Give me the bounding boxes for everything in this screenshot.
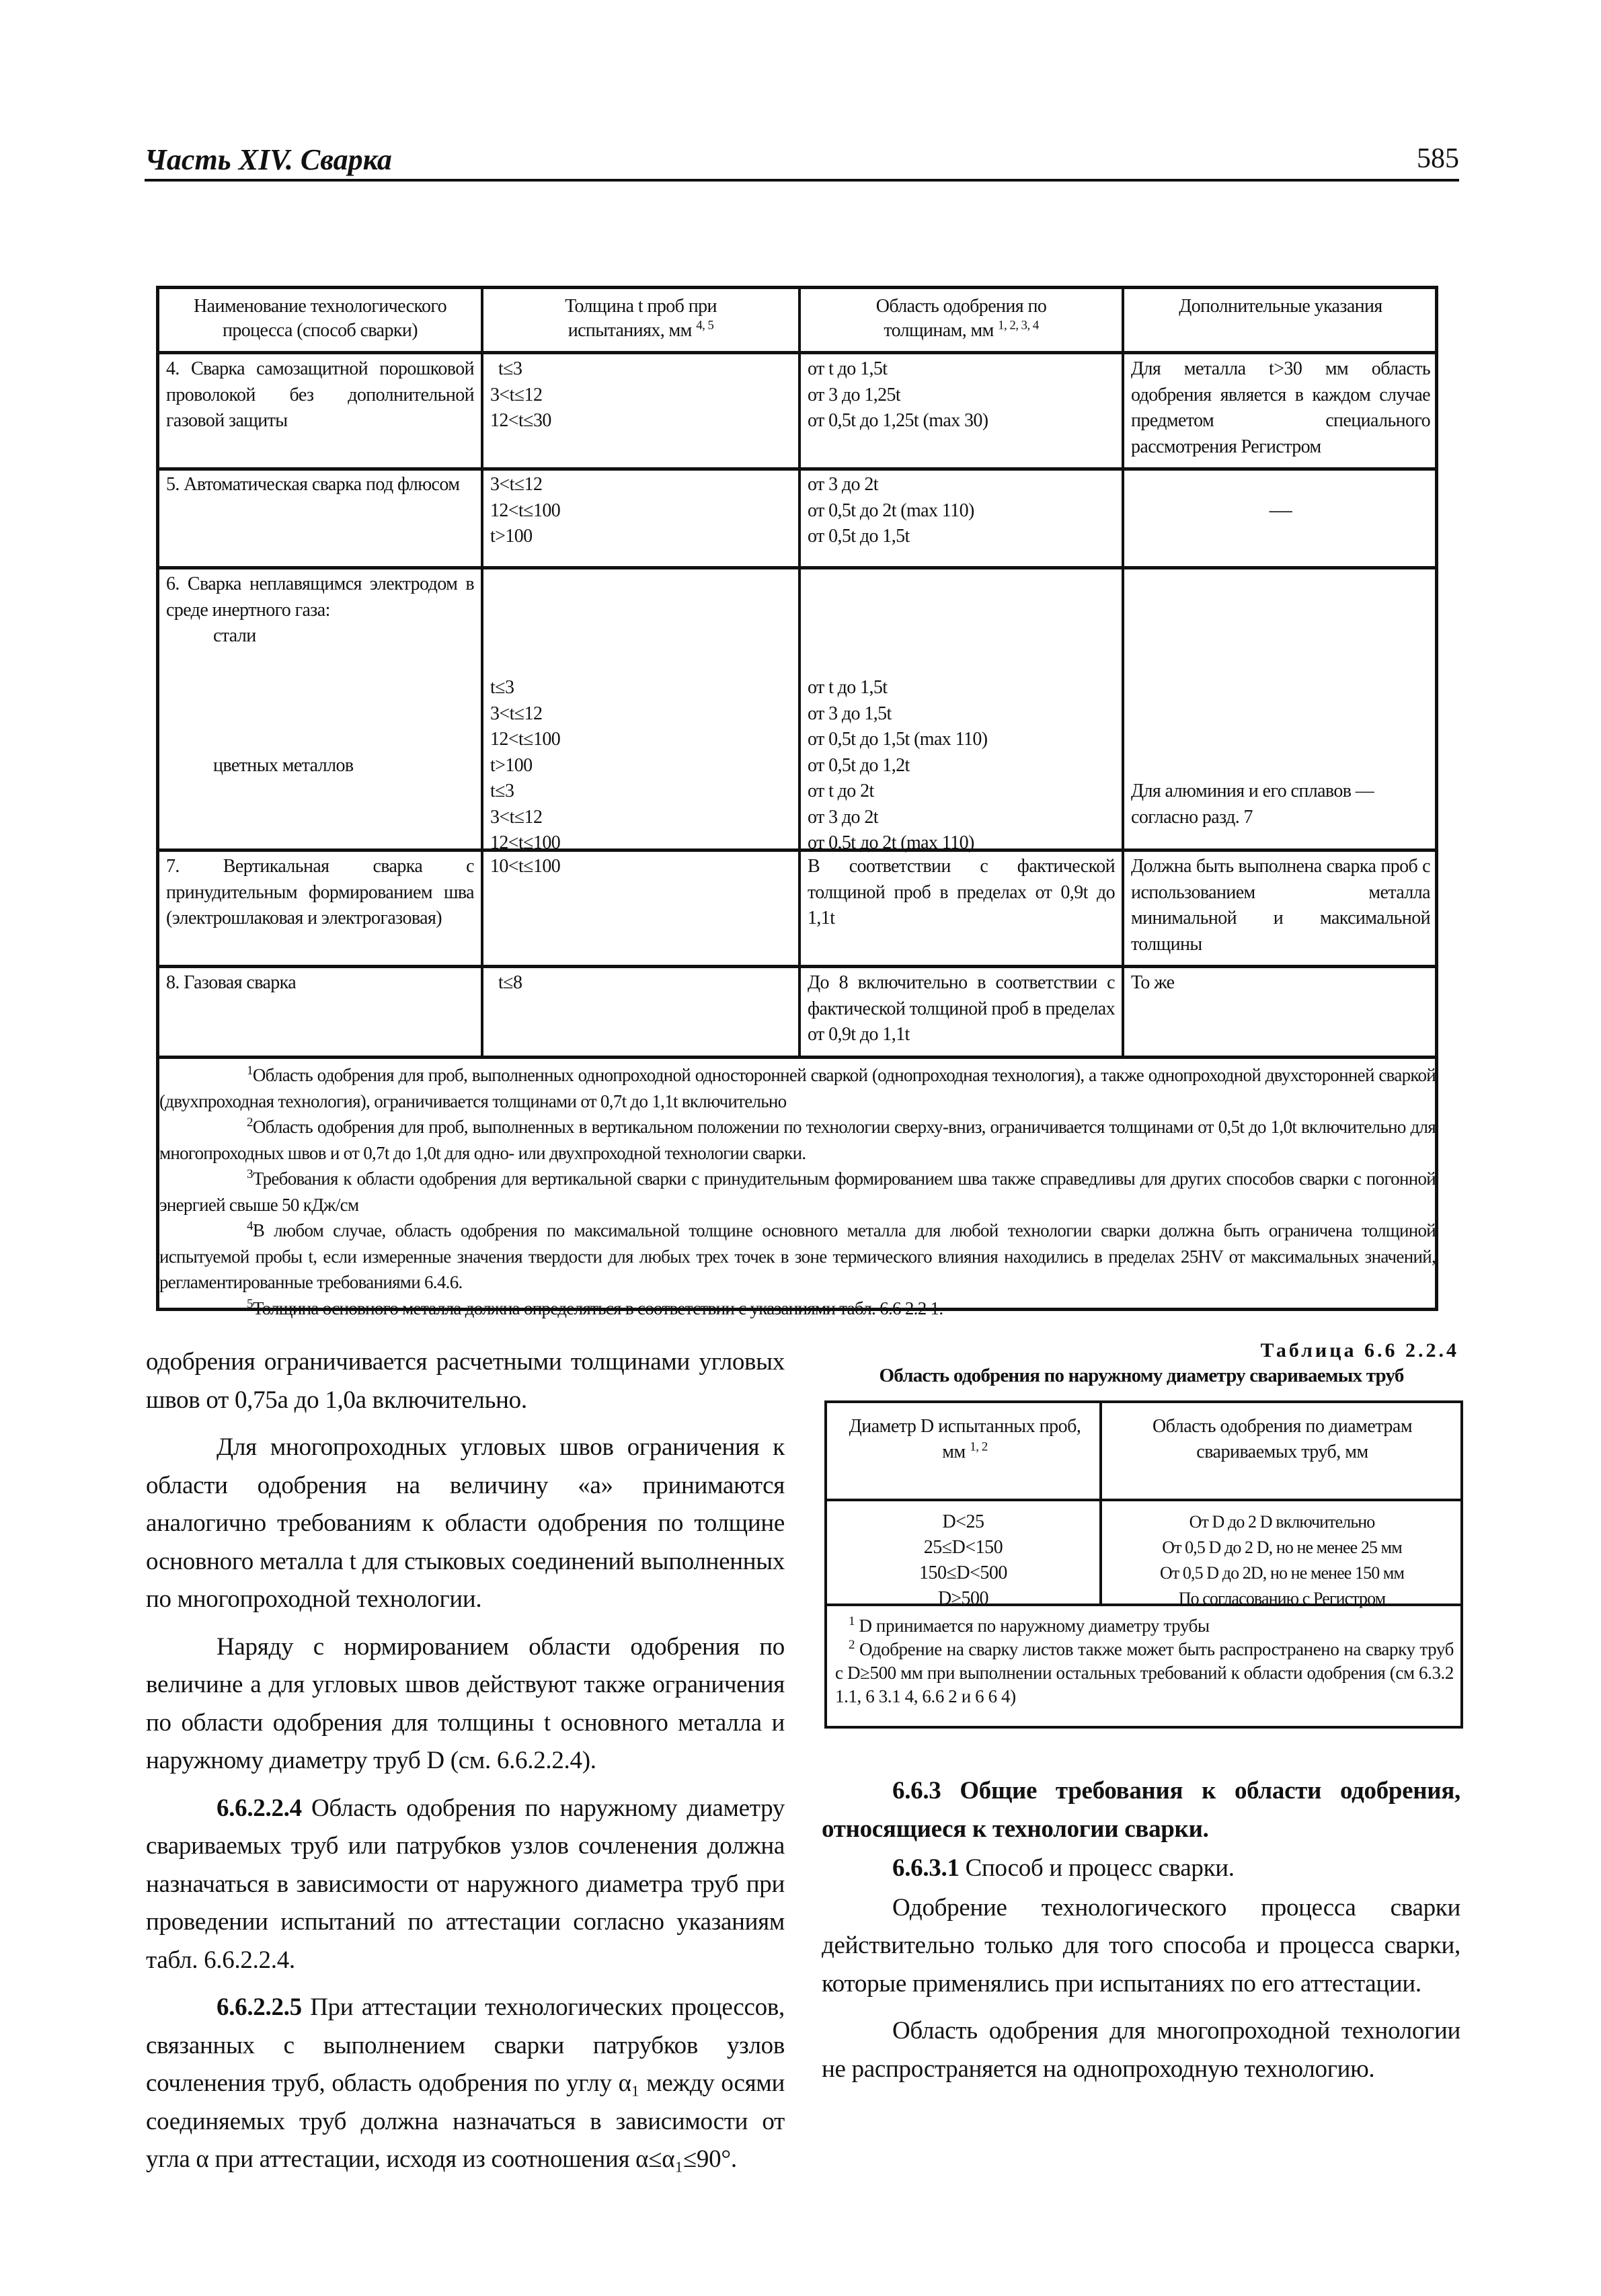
paragraph: Область одобрения для многопроходной технологии не распространяется на однопроходную технологию. — [822, 2017, 1460, 2083]
thickness-value: t≤3 — [498, 358, 522, 379]
thickness-value: t>100 — [490, 754, 533, 776]
thickness-value: 12<t≤30 — [490, 410, 551, 431]
footnote-ref: 4, 5 — [696, 318, 714, 333]
diameter-approval-table — [824, 1400, 1463, 1729]
range-column — [1102, 1509, 1462, 1612]
row8-notes: То же — [1131, 972, 1175, 993]
row6-thickness — [483, 571, 798, 857]
section-number: 6.6.3.1 — [892, 1854, 960, 1882]
thickness-value: 12<t≤100 — [490, 729, 561, 750]
row4-range — [801, 356, 1122, 434]
range-value: от 0,5t до 2t (max 110) — [808, 832, 974, 853]
table2-title: Область одобрения по наружному диаметру свариваемых труб — [879, 1365, 1404, 1386]
footnote-text: В любом случае, область одобрения по максимальной толщине основного металла для любой технологии сварки должна быть ограничена толщиной испытуемой пробы t, если измеренные значения твердости для любых трех точек в зоне термического влияния находились в пределах 25HV от максимальных значений, регламентированные требованиями 6.4.6. — [159, 1220, 1436, 1292]
diameter-value: D≥500 — [937, 1588, 989, 1609]
header-approval-range — [801, 294, 1122, 343]
section-heading-6-6-3: 6.6.3 Общие требования к области одобрения, относящиеся к технологии сварки. — [822, 1777, 1460, 1843]
footnote-text: Одобрение на сварку листов также может быть распространено на сварку труб с D≥500 мм при выполнении остальных требований к области одобрения (см 6.3.2 1.1, 6 3.1 4, 6.6 2 и 6 6 4) — [835, 1639, 1454, 1706]
footnote-text: D принимается по наружному диаметру трубы — [859, 1616, 1210, 1636]
thickness-value: 12<t≤100 — [490, 832, 561, 853]
paragraph-text: При аттестации технологических процессов, связанных с выполнением сварки патрубков узлов сочленения труб, область одобрения по углу α₁ между осями соединяемых труб должна назначаться в зависимости от угла α при аттестации, исходя из соотношения α≤α₁≤90°. — [146, 1993, 785, 2173]
header-rule — [145, 179, 1459, 182]
running-header-section: Часть XIV. Сварка — [145, 143, 392, 176]
diameter-value: 25≤D<150 — [923, 1537, 1003, 1558]
paragraph: Одобрение технологического процесса сварки действительно только для того способа и процесса сварки, которые применялись при испытаниях по его аттестации. — [822, 1893, 1460, 1997]
diameter-value: D<25 — [942, 1511, 984, 1532]
range-value: от 0,5t до 1,5t (max 110) — [808, 729, 988, 750]
page-number: 585 — [1417, 143, 1459, 174]
table2-caption: Таблица 6.6 2.2.4 — [1260, 1339, 1459, 1361]
row-divider — [159, 1056, 1437, 1059]
footnote-number: 1 — [849, 1614, 855, 1628]
header-label: Диаметр D испытанных проб, мм — [849, 1416, 1081, 1462]
footnote-text: Область одобрения для проб, выполненных в вертикальном положении по технологии сверху-вниз, ограничивается толщинами от 0,5t до 1,0t включительно для многопроходных швов и от 0,7t до 1,0t для одно- или двухпроходной технологии сварки. — [159, 1117, 1436, 1163]
table1-footnotes — [159, 1062, 1436, 1321]
footnote-4 — [159, 1218, 1436, 1296]
footnote-number: 3 — [247, 1167, 253, 1181]
footnote-2 — [159, 1114, 1436, 1166]
row-divider — [827, 1499, 1460, 1501]
footnote-3 — [159, 1166, 1436, 1218]
table2-footnotes — [835, 1614, 1454, 1708]
footnote-2 — [835, 1638, 1454, 1708]
range-value: от t до 1,5t — [808, 358, 888, 379]
row-divider — [159, 848, 1437, 852]
paragraph-6-6-2-2-5 — [146, 1989, 785, 2179]
range-value: От 0,5 D до 2 D, но не менее 25 мм — [1162, 1538, 1402, 1557]
range-value: от 0,5t до 1,5t — [808, 526, 910, 547]
footnote-text: Толщина основного металла должна определяться в соответствии с указаниями табл. 6.6 2.2 1. — [252, 1298, 943, 1318]
row-divider — [159, 566, 1437, 569]
range-value: от 0,5t до 1,25t (max 30) — [808, 410, 988, 431]
diameter-column — [827, 1509, 1099, 1612]
row5-range — [801, 472, 1122, 550]
thickness-value: 3<t≤12 — [490, 806, 543, 828]
row8-process: 8. Газовая сварка — [166, 972, 297, 993]
row6-range — [801, 571, 1122, 857]
footnote-text: Требования к области одобрения для вертикальной сварки с принудительным формированием шва также справедливы для других способов сварки с погонной энергией свыше 50 кДж/см — [159, 1169, 1436, 1215]
row5-thickness — [483, 472, 798, 550]
paragraph-text: Область одобрения по наружному диаметру свариваемых труб или патрубков узлов сочленения должна назначаться в зависимости от наружного диаметра труб при проведении испытаний по аттестации согласно указаниям табл. 6.6.2.2.4. — [146, 1794, 785, 1974]
header-process: Наименование технологического процесса (способ сварки) — [194, 296, 446, 341]
footnote-number: 5 — [247, 1296, 253, 1311]
row6-process — [159, 571, 481, 779]
row7-thickness: 10<t≤100 — [490, 856, 561, 877]
row6-sub-steel: стали — [213, 625, 256, 646]
column-divider — [1099, 1403, 1102, 1501]
range-value: от t до 1,5t — [808, 677, 888, 698]
footnote-5 — [159, 1296, 1436, 1322]
diameter-value: 150≤D<500 — [919, 1562, 1007, 1583]
paragraph: одобрения ограничивается расчетными толщинами угловых швов от 0,75a до 1,0a включительно. — [146, 1348, 785, 1414]
paragraph: Для многопроходных угловых швов ограничения к области одобрения на величину «a» принимаются аналогично требованиям к области одобрения по толщине основного металла t для стыковых соединений выполненных по многопроходной технологии. — [146, 1433, 785, 1613]
thickness-value: 3<t≤12 — [490, 703, 543, 724]
row7-range: В соответствии с фактической толщиной проб в пределах от 0,9t до 1,1t — [808, 856, 1115, 928]
subsection-6-6-3-1 — [822, 1850, 1460, 1888]
footnote-number: 2 — [247, 1115, 253, 1130]
footnote-1 — [159, 1062, 1436, 1114]
subsection-title: Способ и процесс сварки. — [959, 1854, 1235, 1882]
thickness-value: 3<t≤12 — [490, 384, 543, 405]
range-value: От D до 2 D включительно — [1189, 1512, 1375, 1532]
footnote-1 — [835, 1614, 1454, 1638]
thickness-value: t>100 — [490, 526, 533, 547]
range-value: От 0,5 D до 2D, но не менее 150 мм — [1159, 1563, 1405, 1583]
range-value: от 3 до 1,25t — [808, 384, 901, 405]
footnote-ref: 1, 2, 3, 4 — [998, 318, 1039, 333]
range-value: от 0,5t до 2t (max 110) — [808, 500, 974, 521]
footnote-number: 1 — [247, 1064, 253, 1078]
row6-sub-nonferrous: цветных металлов — [213, 754, 354, 776]
right-text-column — [822, 1772, 1460, 2098]
row7-notes: Должна быть выполнена сварка проб с использованием металла минимальной и максимальной толщины — [1131, 856, 1430, 955]
welding-approval-thickness-table — [156, 286, 1438, 1318]
header-range: Область одобрения по диаметрам свариваемых труб, мм — [1152, 1416, 1413, 1462]
thickness-value: 12<t≤100 — [490, 500, 561, 521]
header-range-label: Область одобрения по толщинам, мм — [875, 296, 1047, 341]
range-value: от t до 2t — [808, 781, 874, 801]
thickness-value: t≤3 — [490, 781, 514, 801]
row5-notes: — — [1269, 498, 1292, 522]
range-value: от 3 до 1,5t — [808, 703, 892, 724]
thickness-value: 3<t≤12 — [490, 474, 543, 495]
row6-notes: Для алюминия и его сплавов — согласно разд. 7 — [1131, 781, 1374, 828]
header-notes: Дополнительные указания — [1179, 296, 1382, 317]
section-number: 6.6.2.2.4 — [217, 1794, 302, 1822]
row8-thickness: t≤8 — [498, 972, 522, 993]
row-divider — [159, 351, 1437, 354]
row5-process: 5. Автоматическая сварка под флюсом — [166, 474, 460, 495]
thickness-value: t≤3 — [490, 677, 514, 698]
range-value: от 0,5t до 1,2t — [808, 754, 910, 776]
row-divider — [159, 467, 1437, 471]
range-value: от 3 до 2t — [808, 474, 878, 495]
range-value: По согласованию с Регистром — [1178, 1589, 1386, 1608]
section-number: 6.6.2.2.5 — [217, 1993, 302, 2021]
footnote-number: 4 — [247, 1219, 253, 1233]
row7-process: 7. Вертикальная сварка с принудительным формированием шва (электрошлаковая и электрогазовая) — [166, 856, 474, 928]
row6-process-title: 6. Сварка неплавящимся электродом в среде инертного газа: — [166, 573, 474, 621]
row4-notes: Для металла t>30 мм область одобрения является в каждом случае предметом специального рассмотрения Регистром — [1131, 358, 1430, 457]
paragraph-6-6-2-2-4 — [146, 1790, 785, 1980]
paragraph: Наряду с нормированием области одобрения по величине a для угловых швов действуют также ограничения по области одобрения для толщины t основного металла и наружному диаметру труб D (см. 6.6.2.2.4). — [146, 1632, 785, 1774]
row-divider — [159, 965, 1437, 968]
row4-process: 4. Сварка самозащитной порошковой проволокой без дополнительной газовой защиты — [166, 358, 474, 431]
row8-range: До 8 включительно в соответствии с фактической толщиной проб в пределах от 0,9t до 1,1t — [808, 972, 1115, 1045]
header-diameter — [841, 1414, 1089, 1465]
footnote-text: Область одобрения для проб, выполненных однопроходной односторонней сваркой (однопроходная технология), а также однопроходной двухсторонней сваркой (двухпроходная технология), ограничивается толщинами от 0,7t до 1,1t включительно — [159, 1065, 1436, 1111]
row4-thickness — [483, 356, 798, 434]
left-text-column — [146, 1343, 785, 2188]
header-thickness — [483, 294, 798, 343]
range-value: от 3 до 2t — [808, 806, 878, 828]
footnote-ref: 1, 2 — [970, 1439, 988, 1454]
header-thickness-label: Толщина t проб при испытаниях, мм — [565, 296, 717, 341]
footnote-number: 2 — [849, 1638, 855, 1652]
